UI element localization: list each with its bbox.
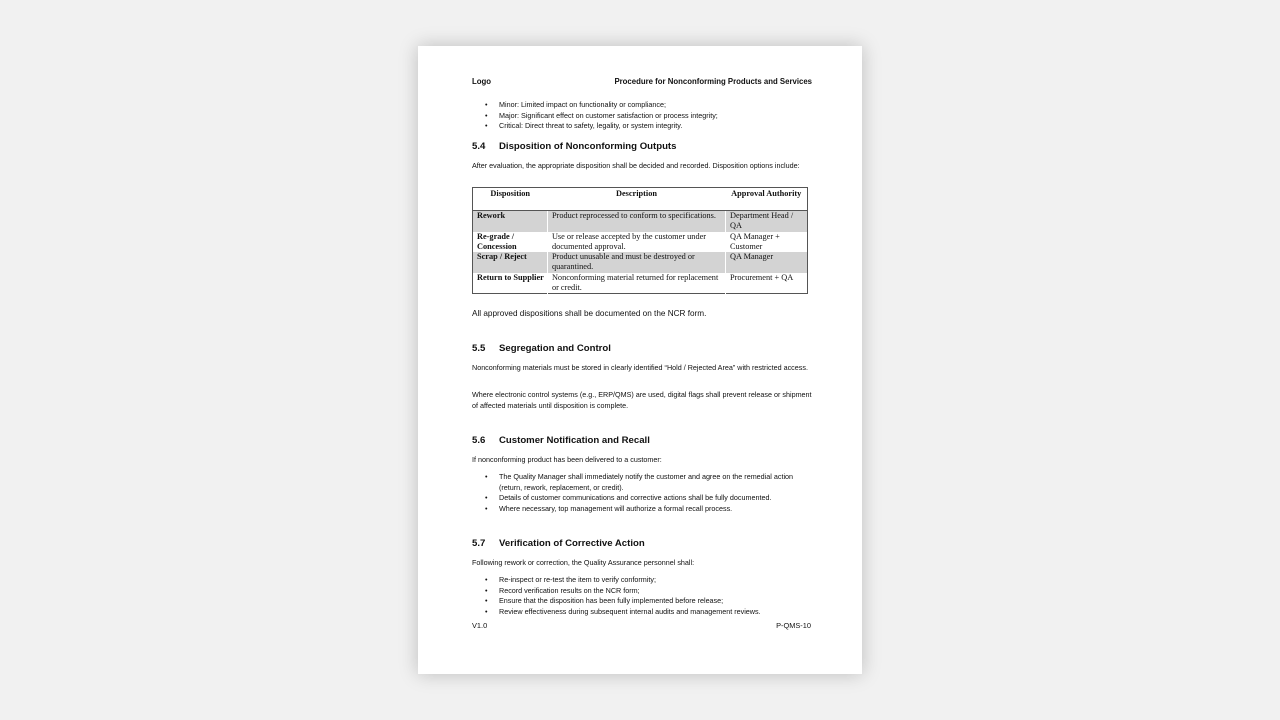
severity-list [472,100,812,132]
severity-list-block [472,100,812,132]
list-item: • Critical: Direct threat to safety, legality, or system integrity. [499,121,812,132]
document-page [418,46,862,674]
section-5-4-intro: After evaluation, the appropriate disposition shall be decided and recorded. Disposition options include: [472,161,800,170]
table-row [473,273,808,294]
list-item: • Where necessary, top management will authorize a formal recall process. [499,504,812,515]
section-number: 5.4 [472,141,486,152]
section-title: Segregation and Control [499,343,611,354]
header-title: Procedure for Nonconforming Products and Services [614,77,812,86]
list-item: • Re-inspect or re-test the item to verify conformity; [499,575,812,586]
header-logo-placeholder: Logo [472,77,492,86]
table-cell: QA Manager [726,252,808,273]
page-header [472,77,812,86]
section-number: 5.6 [472,435,486,446]
table-cell: Rework [473,211,548,232]
table-cell: Scrap / Reject [473,252,548,273]
list-item: • Review effectiveness during subsequent internal audits and management reviews. [499,607,812,618]
list-item: • Details of customer communications and corrective actions shall be fully documented. [499,493,812,504]
section-number: 5.5 [472,343,486,354]
table-cell: Product unusable and must be destroyed or quarantined. [547,252,725,273]
section-number: 5.7 [472,538,486,549]
verification-list [472,575,812,617]
table-cell: Procurement + QA [726,273,808,294]
table-cell: Re-grade / Concession [477,231,517,251]
table-header-cell: Approval Authority [726,188,808,211]
section-5-6-list-block [472,472,812,514]
section-5-4-note: All approved dispositions shall be documented on the NCR form. [472,309,707,318]
section-title: Customer Notification and Recall [499,435,650,446]
section-title: Disposition of Nonconforming Outputs [499,141,677,152]
table-cell: Product reprocessed to conform to specifications. [547,211,725,232]
section-5-6-intro: If nonconforming product has been delivered to a customer: [472,455,662,464]
list-item: • Major: Significant effect on customer satisfaction or process integrity; [499,111,812,122]
section-5-7-list-block [472,575,812,617]
section-5-5-paragraph-1: Nonconforming materials must be stored in clearly identified “Hold / Rejected Area” with restricted access. [472,363,808,372]
table-header-cell: Disposition [473,188,548,211]
table-cell: Use or release accepted by the customer under documented approval. [547,232,725,253]
section-5-5-paragraph-2: Where electronic control systems (e.g., ERP/QMS) are used, digital flags shall prevent release or shipment of affected materials until disposition is complete. [472,390,812,410]
list-item: • Record verification results on the NCR form; [499,586,812,597]
section-heading-5-6 [472,435,812,446]
table-row [473,232,808,253]
section-heading-5-4 [472,141,812,152]
table-cell: QA Manager + Customer [726,232,808,253]
list-item: • The Quality Manager shall immediately notify the customer and agree on the remedial action (return, rework, replacement, or credit). [499,472,812,493]
table-cell: Return to Supplier [477,272,544,282]
table-header-cell: Description [547,188,725,211]
section-title: Verification of Corrective Action [499,538,645,549]
page-footer [472,621,811,630]
footer-version: V1.0 [472,621,488,630]
list-item: • Minor: Limited impact on functionality or compliance; [499,100,812,111]
customer-notification-list [472,472,812,514]
table-cell: Department Head / QA [726,211,808,232]
section-heading-5-7 [472,538,812,549]
disposition-table [472,187,808,294]
table-cell: Nonconforming material returned for replacement or credit. [547,273,725,294]
table-header-row [473,188,808,211]
table-row [473,211,808,232]
footer-doc-id: P-QMS-10 [776,621,811,630]
table-row [473,252,808,273]
list-item: • Ensure that the disposition has been fully implemented before release; [499,596,812,607]
section-5-7-intro: Following rework or correction, the Quality Assurance personnel shall: [472,558,695,567]
section-heading-5-5 [472,343,812,354]
